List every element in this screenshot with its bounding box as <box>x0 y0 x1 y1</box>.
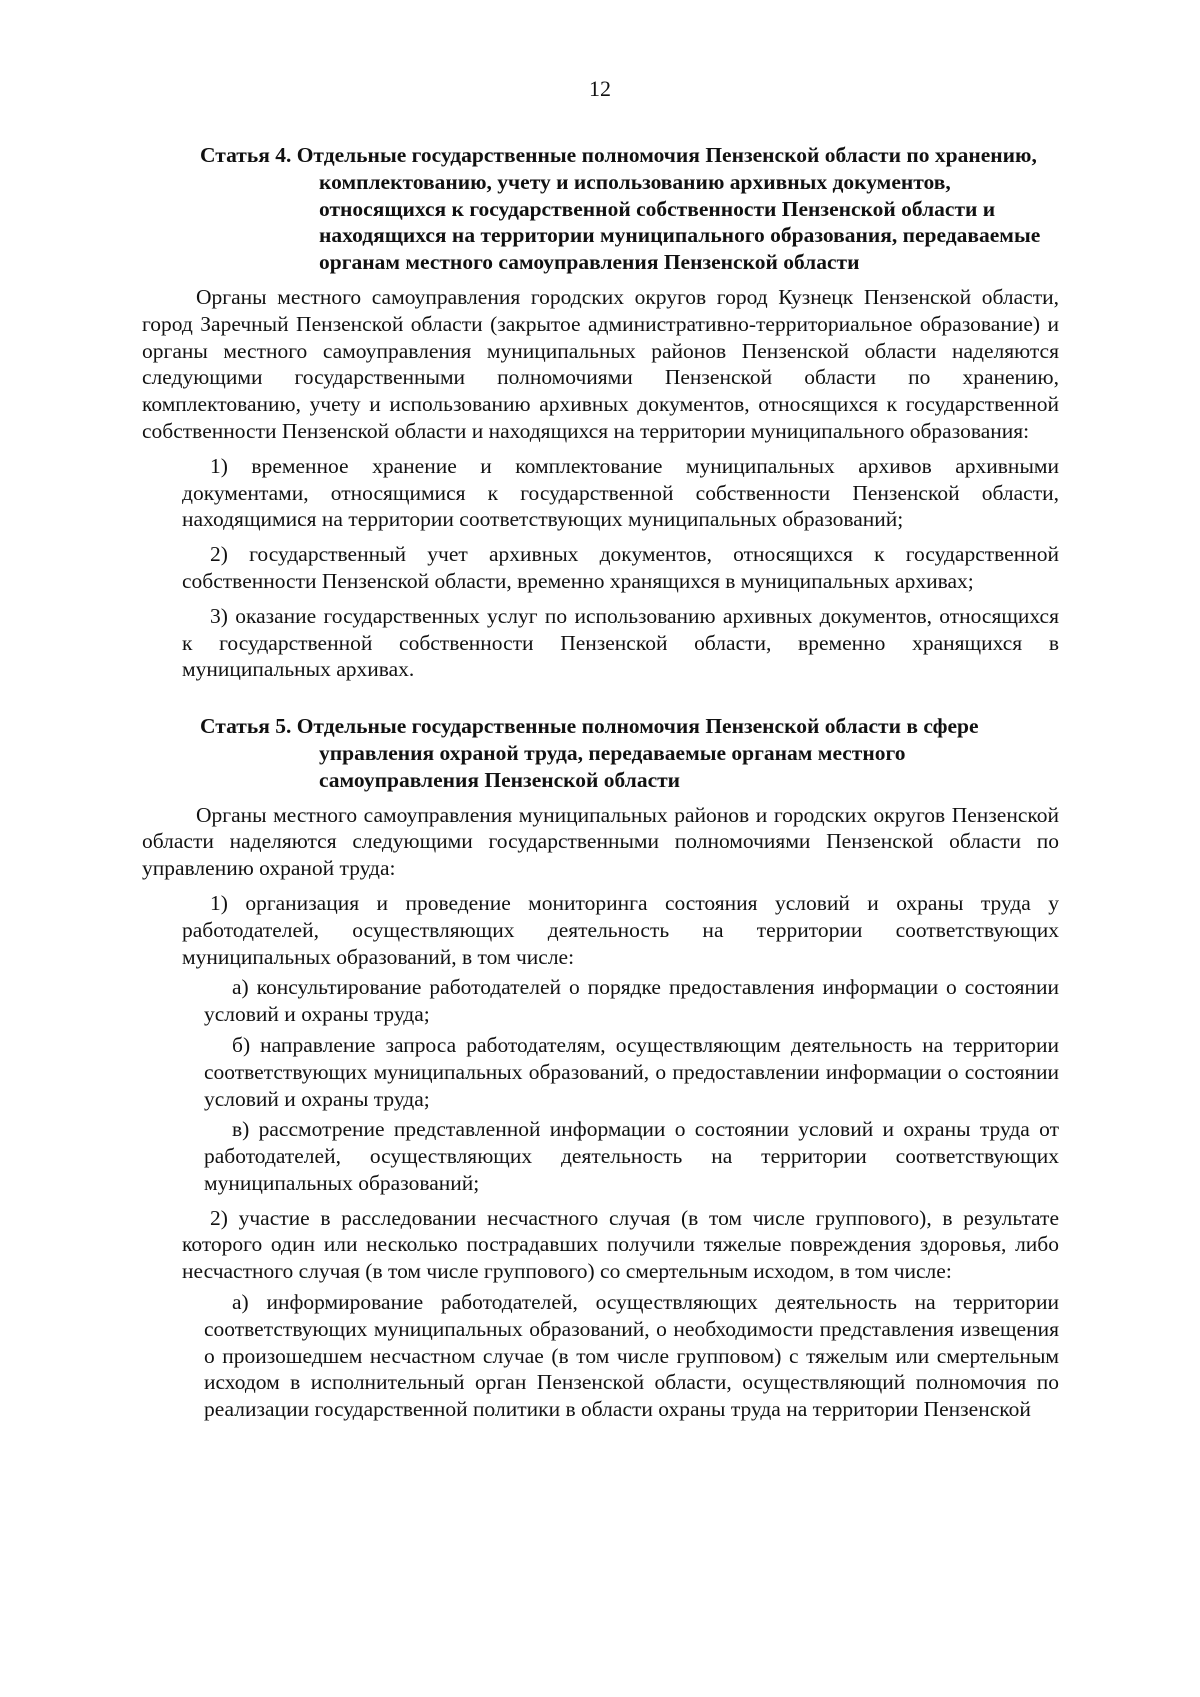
article-5-item-1: 1) организация и проведение мониторинга состояния условий и охраны труда у работодателей, осуществляющих деятельность на территории соответствующих муниципальных образований, в том числе: <box>182 890 1059 969</box>
article-4-title: Отдельные государственные полномочия Пензенской области по хранению, комплектованию, учету и использованию архивных документов, относящихся к государственной собственности Пензенской области и находящихся на территории муниципального образования, передаваемые органам местного самоуправления Пензенской области <box>296 143 1041 275</box>
article-4-intro: Органы местного самоуправления городских округов город Кузнецк Пензенской области, город Заречный Пензенской области (закрытое административно-территориальное образование) и органы местного самоуправления муниципальных районов Пензенской области наделяются следующими государственными полномочиями Пензенской области по хранению, комплектованию, учету и использованию архивных документов, относящихся к государственной собственности Пензенской области и находящихся на территории муниципального образования: <box>142 284 1059 443</box>
article-5-title: Отдельные государственные полномочия Пензенской области в сфере управления охраной труда, передаваемые органам местного самоуправления Пензенской области <box>296 714 979 792</box>
article-4-item-3: 3) оказание государственных услуг по использованию архивных документов, относящихся к государственной собственности Пензенской области, временно хранящихся в муниципальных архивах. <box>182 603 1059 682</box>
article-5-item-1-sub-a: а) консультирование работодателей о порядке предоставления информации о состоянии условий и охраны труда; <box>204 975 1059 1027</box>
article-4-label: Статья 4. <box>200 143 292 167</box>
article-5-item-1-sub-b: б) направление запроса работодателям, осуществляющим деятельность на территории соответствующих муниципальных образований, о предоставлении информации о состоянии условий и охраны труда; <box>204 1032 1059 1111</box>
article-5-label: Статья 5. <box>200 714 292 739</box>
article-4-item-1: 1) временное хранение и комплектование муниципальных архивов архивными документами, относящимися к государственной собственности Пензенской области, находящимися на территории соответствующих муниципальных образований; <box>182 453 1059 532</box>
article-5-item-2-sub-a: а) информирование работодателей, осуществляющих деятельность на территории соответствующих муниципальных образований, о необходимости представления извещения о произошедшем несчастном случае (в том числе групповом) с тяжелым или смертельным исходом в исполнительный орган Пензенской области, осуществляющий полномочия по реализации государственной политики в области охраны труда на территории Пензенской <box>204 1290 1059 1422</box>
article-4-item-2: 2) государственный учет архивных документов, относящихся к государственной собственности Пензенской области, временно хранящихся в муниципальных архивах; <box>182 542 1059 593</box>
page-content <box>142 142 1059 1423</box>
article-5-heading <box>200 713 1059 793</box>
article-5-intro: Органы местного самоуправления муниципальных районов и городских округов Пензенской области наделяются следующими государственными полномочиями Пензенской области по управлению охраной труда: <box>142 802 1059 881</box>
article-4-heading <box>200 142 1059 276</box>
article-5-item-2: 2) участие в расследовании несчастного случая (в том числе группового), в результате которого один или несколько пострадавших получили тяжелые повреждения здоровья, либо несчастного случая (в том числе группового) со смертельным исходом, в том числе: <box>182 1205 1059 1284</box>
article-spacer <box>142 683 1059 713</box>
article-5-item-1-sub-c: в) рассмотрение представленной информации о состоянии условий и охраны труда от работодателей, осуществляющих деятельность на территории соответствующих муниципальных образований; <box>204 1117 1059 1195</box>
page-number: 12 <box>589 76 611 101</box>
